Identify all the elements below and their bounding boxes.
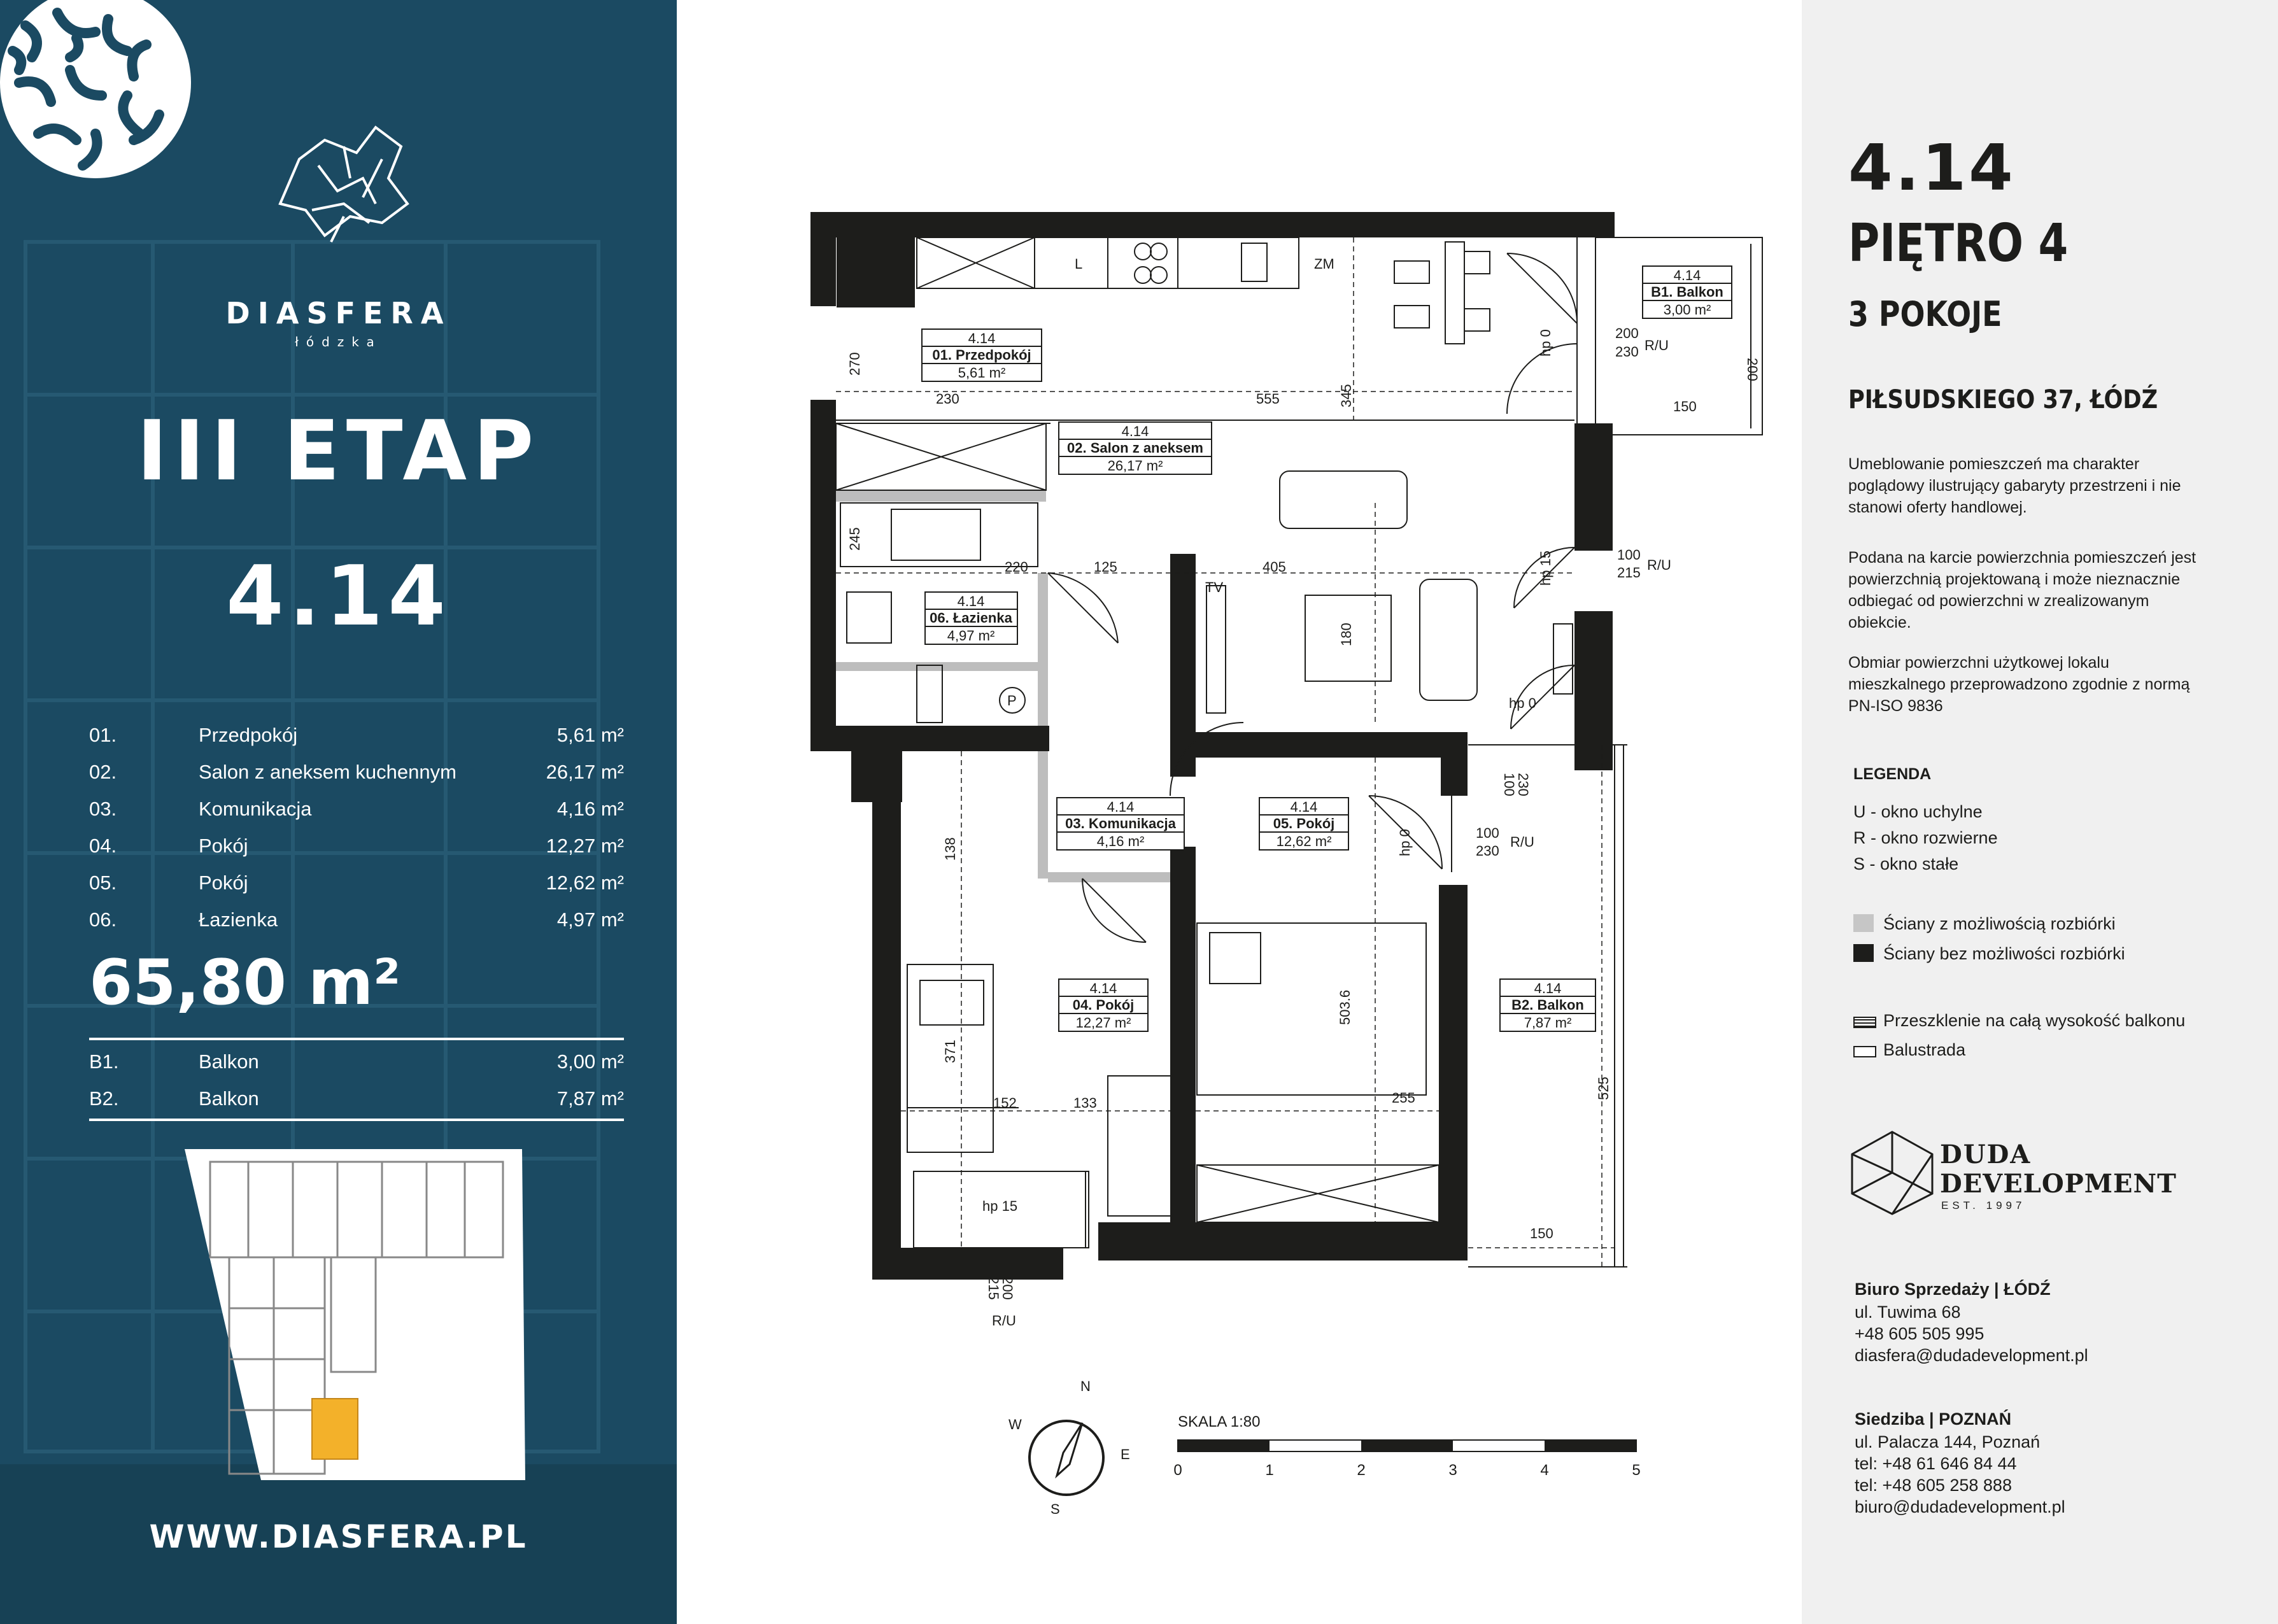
room-tag-balkon-b2 bbox=[1500, 979, 1595, 1031]
room-tag-pokoj-04 bbox=[1059, 979, 1148, 1031]
scale-bar bbox=[1173, 1413, 1640, 1479]
room-code: 4.14 bbox=[1089, 980, 1117, 996]
floor-plan bbox=[677, 0, 1802, 1624]
room-area: 4,97 m² bbox=[556, 908, 624, 931]
threshold-mark: hp 15 bbox=[982, 1198, 1018, 1214]
hq-email[interactable]: biuro@dudadevelopment.pl bbox=[1855, 1497, 2065, 1516]
room-label: 05. Pokój bbox=[1273, 816, 1335, 831]
room-no: 06. bbox=[89, 908, 117, 931]
threshold-mark: hp 0 bbox=[1538, 329, 1553, 357]
room-row-06 bbox=[89, 908, 624, 945]
total-area: 65,80 m² bbox=[89, 947, 401, 1019]
floor-heading: PIĘTRO 4 bbox=[1848, 213, 2069, 274]
room-no: 02. bbox=[89, 761, 117, 783]
room-code: 4.14 bbox=[968, 330, 996, 346]
room-row-04 bbox=[89, 835, 624, 872]
room-tag-balkon-b1 bbox=[1643, 266, 1732, 318]
room-label: 04. Pokój bbox=[1072, 997, 1135, 1013]
room-area: 12,27 m² bbox=[546, 835, 624, 857]
dim-label: 152 bbox=[993, 1095, 1017, 1111]
balcony-row-b1 bbox=[89, 1050, 624, 1087]
room-area: 5,61 m² bbox=[556, 724, 624, 746]
room-area: 26,17 m² bbox=[1107, 458, 1163, 474]
rooms-count: 3 POKOJE bbox=[1848, 294, 2002, 334]
scale-tick: 3 bbox=[1448, 1462, 1457, 1479]
compass-w: W bbox=[1008, 1416, 1022, 1432]
room-row-02 bbox=[89, 761, 624, 798]
compass-icon bbox=[1008, 1378, 1130, 1517]
room-area: 12,62 m² bbox=[1276, 833, 1332, 849]
balcony-name: Balkon bbox=[199, 1087, 259, 1110]
room-area: 12,27 m² bbox=[1075, 1015, 1131, 1031]
scale-label: SKALA 1:80 bbox=[1178, 1413, 1261, 1430]
threshold-mark: hp 0 bbox=[1397, 829, 1413, 856]
unit-heading: 4.14 bbox=[1848, 131, 2016, 205]
note-furniture: Umeblowanie pomieszczeń ma charakter poglądowy ilustrujący gabaryty przestrzeni i nie stanowi oferty handlowej. bbox=[1848, 455, 2181, 516]
balcony-area: 7,87 m² bbox=[556, 1087, 624, 1110]
tv-mark: TV bbox=[1205, 579, 1224, 595]
drain-mark: P bbox=[1007, 693, 1017, 709]
dim-label: 100 bbox=[1501, 773, 1517, 796]
legend-partition-wall: Ściany z możliwością rozbiórki bbox=[1883, 914, 2116, 933]
room-name: Przedpokój bbox=[199, 724, 298, 746]
room-area: 4,16 m² bbox=[556, 798, 624, 820]
developer-name-line1: DUDA bbox=[1940, 1140, 2032, 1169]
brand-name: DIASFERA bbox=[225, 296, 451, 330]
dim-label: 150 bbox=[1530, 1225, 1553, 1241]
hq-title: Siedziba | POZNAŃ bbox=[1855, 1409, 2012, 1429]
developer-est: EST. 1997 bbox=[1941, 1199, 2026, 1211]
legend-window-r: R - okno rozwierne bbox=[1853, 828, 1998, 847]
room-row-05 bbox=[89, 872, 624, 908]
compass-s: S bbox=[1051, 1501, 1060, 1517]
sales-office-street: ul. Tuwima 68 bbox=[1855, 1303, 1961, 1322]
room-tag-komunikacja bbox=[1057, 798, 1184, 850]
address: PIŁSUDSKIEGO 37, ŁÓDŹ bbox=[1848, 385, 2158, 414]
dim-label: 200 bbox=[1000, 1276, 1015, 1300]
room-code: 4.14 bbox=[1290, 799, 1318, 815]
partition-wall-swatch bbox=[1853, 914, 1874, 932]
divider bbox=[89, 1119, 624, 1121]
hq-phone-2[interactable]: tel: +48 605 258 888 bbox=[1855, 1476, 2012, 1495]
dim-label: 125 bbox=[1094, 559, 1117, 575]
room-area: 5,61 m² bbox=[958, 365, 1006, 381]
room-name: Salon z aneksem kuchennym bbox=[199, 761, 456, 783]
stage-title: III ETAP bbox=[136, 402, 541, 499]
room-area: 4,97 m² bbox=[947, 628, 995, 644]
legend-balustrade: Balustrada bbox=[1883, 1040, 1966, 1059]
dim-label: 215 bbox=[986, 1276, 1001, 1300]
room-label: 03. Komunikacja bbox=[1065, 816, 1176, 831]
sales-office-email[interactable]: diasfera@dudadevelopment.pl bbox=[1855, 1346, 2088, 1365]
room-tag-pokoj-05 bbox=[1259, 798, 1348, 850]
scale-tick: 4 bbox=[1540, 1462, 1549, 1479]
room-label: 02. Salon z aneksem bbox=[1067, 440, 1203, 456]
scale-tick: 2 bbox=[1357, 1462, 1366, 1479]
room-tag-lazienka bbox=[925, 592, 1017, 644]
room-tag-salon bbox=[1059, 422, 1212, 474]
room-label: 06. Łazienka bbox=[930, 610, 1012, 626]
room-name: Komunikacja bbox=[199, 798, 312, 820]
scale-tick: 5 bbox=[1632, 1462, 1641, 1479]
window-mark: R/U bbox=[992, 1313, 1016, 1329]
dim-label: 220 bbox=[1005, 559, 1028, 575]
balcony-no: B1. bbox=[89, 1050, 119, 1073]
room-name: Pokój bbox=[199, 835, 248, 857]
dim-label: 230 bbox=[1515, 773, 1531, 796]
dim-label: 255 bbox=[1392, 1090, 1415, 1106]
website-link[interactable]: WWW.DIASFERA.PL bbox=[149, 1518, 528, 1555]
scale-tick: 0 bbox=[1173, 1462, 1182, 1479]
compass-e: E bbox=[1121, 1446, 1130, 1462]
room-label: B2. Balkon bbox=[1511, 997, 1584, 1013]
room-row-03 bbox=[89, 798, 624, 835]
scale-tick: 1 bbox=[1265, 1462, 1274, 1479]
room-code: 4.14 bbox=[1534, 980, 1562, 996]
balcony-name: Balkon bbox=[199, 1050, 259, 1073]
brand-subtitle: łódzka bbox=[295, 334, 382, 350]
left-panel bbox=[0, 0, 677, 1624]
bearing-wall-swatch bbox=[1853, 944, 1874, 962]
dim-label: 245 bbox=[847, 527, 863, 551]
fridge-mark: ZM bbox=[1314, 256, 1334, 272]
room-code: 4.14 bbox=[1673, 267, 1701, 283]
room-code: 4.14 bbox=[1121, 423, 1149, 439]
dim-label: 230 bbox=[1476, 843, 1499, 859]
glazing-swatch bbox=[1853, 1017, 1876, 1028]
hq-street: ul. Palacza 144, Poznań bbox=[1855, 1432, 2041, 1451]
room-tag-przedpokoj bbox=[922, 329, 1042, 381]
building-key-plan bbox=[185, 1149, 528, 1483]
room-area: 12,62 m² bbox=[546, 872, 624, 894]
developer-name-line2: DEVELOPMENT bbox=[1940, 1169, 2177, 1199]
balcony-no: B2. bbox=[89, 1087, 119, 1110]
room-code: 4.14 bbox=[1107, 799, 1135, 815]
legend-glazing: Przeszklenie na całą wysokość balkonu bbox=[1883, 1011, 2186, 1030]
dim-label: 555 bbox=[1256, 391, 1280, 407]
window-mark: R/U bbox=[1645, 337, 1669, 353]
room-no: 05. bbox=[89, 872, 117, 894]
dim-label: 230 bbox=[936, 391, 959, 407]
divider bbox=[89, 1038, 624, 1040]
dim-label: 100 bbox=[1476, 825, 1499, 841]
dim-label: 345 bbox=[1338, 384, 1354, 407]
threshold-mark: hp 15 bbox=[1538, 550, 1553, 586]
dim-label: 138 bbox=[942, 837, 958, 861]
dim-label: 200 bbox=[1615, 325, 1639, 341]
dim-label: 405 bbox=[1263, 559, 1286, 575]
dim-label: 270 bbox=[847, 352, 863, 376]
window-mark: R/U bbox=[1647, 557, 1671, 573]
dim-label: 180 bbox=[1338, 623, 1354, 646]
room-area: 26,17 m² bbox=[546, 761, 624, 783]
sales-office-title: Biuro Sprzedaży | ŁÓDŹ bbox=[1855, 1280, 2051, 1299]
room-name: Łazienka bbox=[199, 908, 278, 931]
room-area: 3,00 m² bbox=[1663, 302, 1711, 318]
room-name: Pokój bbox=[199, 872, 248, 894]
legend-window-u: U - okno uchylne bbox=[1853, 802, 1983, 821]
legend-bearing-wall: Ściany bez możliwości rozbiórki bbox=[1883, 944, 2125, 963]
room-code: 4.14 bbox=[957, 593, 985, 609]
legend-window-s: S - okno stałe bbox=[1853, 854, 1959, 873]
dim-label: 503.6 bbox=[1337, 989, 1353, 1025]
room-no: 03. bbox=[89, 798, 117, 820]
dim-label: 150 bbox=[1673, 399, 1697, 414]
room-label: 01. Przedpokój bbox=[932, 347, 1031, 363]
sales-office-phone[interactable]: +48 605 505 995 bbox=[1855, 1324, 1984, 1343]
room-label: B1. Balkon bbox=[1651, 284, 1723, 300]
room-no: 04. bbox=[89, 835, 117, 857]
dim-label: 133 bbox=[1073, 1095, 1097, 1111]
legend-title: LEGENDA bbox=[1853, 765, 1932, 783]
balcony-area: 3,00 m² bbox=[556, 1050, 624, 1073]
room-area: 4,16 m² bbox=[1096, 833, 1145, 849]
dim-label: 371 bbox=[942, 1040, 958, 1063]
note-area: Podana na karcie powierzchnia pomieszczeń jest powierzchnią projektowaną i może nieznacznie odbiegać od powierzchni w zrealizowanym obiekcie. bbox=[1848, 549, 2197, 632]
note-measurement: Obmiar powierzchni użytkowej lokalu mieszkalnego przeprowadzono zgodnie z normą PN-ISO 9836 bbox=[1848, 654, 2190, 715]
dim-label: 525 bbox=[1595, 1077, 1611, 1100]
window-mark: R/U bbox=[1510, 834, 1534, 850]
duda-logo-icon bbox=[1850, 1130, 1935, 1216]
dim-label: 200 bbox=[1744, 358, 1760, 381]
dim-label: 100 bbox=[1617, 547, 1641, 563]
room-area: 7,87 m² bbox=[1524, 1015, 1572, 1031]
balustrade-swatch bbox=[1853, 1046, 1876, 1057]
room-no: 01. bbox=[89, 724, 117, 746]
hq-phone-1[interactable]: tel: +48 61 646 84 44 bbox=[1855, 1454, 2017, 1473]
dim-label: 215 bbox=[1617, 565, 1641, 581]
unit-number: 4.14 bbox=[226, 547, 451, 644]
threshold-mark: hp 0 bbox=[1509, 695, 1536, 711]
sink-mark: L bbox=[1075, 256, 1083, 272]
compass-n: N bbox=[1080, 1378, 1091, 1394]
dim-label: 230 bbox=[1615, 344, 1639, 360]
room-row-01 bbox=[89, 724, 624, 761]
plan-marks bbox=[982, 256, 1671, 1329]
